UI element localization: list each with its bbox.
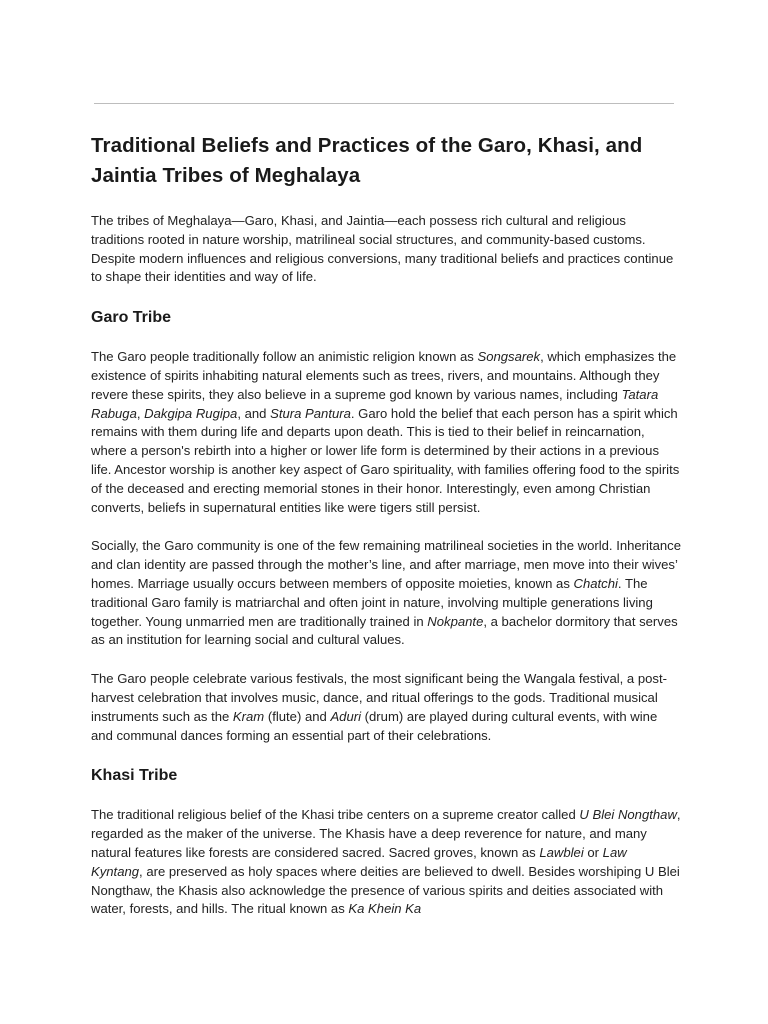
article-body [91,131,681,919]
article-title: Traditional Beliefs and Practices of the Garo, Khasi, and Jaintia Tribes of Meghalaya [91,134,643,187]
garo-paragraph-1: The Garo people traditionally follow an animistic religion known as Songsarek, which emphasizes the existence of spirits inhabiting natural elements such as trees, rivers, and mountains. Although they revere these spirits, they also believe in a supreme god known by various names, including Tatara Rabuga, Dakgipa Rugipa, and Stura Pantura. Garo hold the belief that each person has a spirit which remains with them during life and departs upon death. This is tied to their belief in reincarnation, where a person's rebirth into a higher or lower life form is determined by their actions in a previous life. Ancestor worship is another key aspect of Garo spirituality, with families offering food to the spirits of the deceased and erecting memorial stones in their honor. Interestingly, even among Christian converts, beliefs in supernatural entities like were tigers still persist. [91,349,680,515]
section-heading-garo: Garo Tribe [91,309,172,327]
intro-paragraph: The tribes of Meghalaya—Garo, Khasi, and Jaintia—each possess rich cultural and religious traditions rooted in nature worship, matrilineal social structures, and community-based customs. Despite modern influences and religious conversions, many traditional beliefs and practices continue to shape their identities and way of life. [91,213,674,285]
top-divider [94,103,674,104]
garo-paragraph-3: The Garo people celebrate various festivals, the most significant being the Wangala festival, a post-harvest celebration that involves music, dance, and ritual offerings to the gods. Traditional musical instruments such as the Kram (flute) and Aduri (drum) are played during cultural events, with wine and communal dances forming an essential part of their celebrations. [91,671,667,743]
garo-paragraph-2: Socially, the Garo community is one of the few remaining matrilineal societies in the world. Inheritance and clan identity are passed through the mother’s line, and after marriage, men move into their wives’ homes. Marriage usually occurs between members of opposite moieties, known as Chatchi. The traditional Garo family is matriarchal and often joint in nature, involving multiple generations living together. Young unmarried men are traditionally trained in Nokpante, a bachelor dormitory that serves as an institution for learning social and cultural values. [91,538,681,648]
section-heading-khasi: Khasi Tribe [91,767,178,785]
khasi-paragraph-1: The traditional religious belief of the Khasi tribe centers on a supreme creator called U Blei Nongthaw, regarded as the maker of the universe. The Khasis have a deep reverence for nature, and many natural features like forests are considered sacred. Sacred groves, known as Lawblei or Law Kyntang, are preserved as holy spaces where deities are believed to dwell. Besides worshiping U Blei Nongthaw, the Khasis also acknowledge the presence of various spirits and deities associated with water, forests, and hills. The ritual known as Ka Khein Ka [91,807,681,917]
